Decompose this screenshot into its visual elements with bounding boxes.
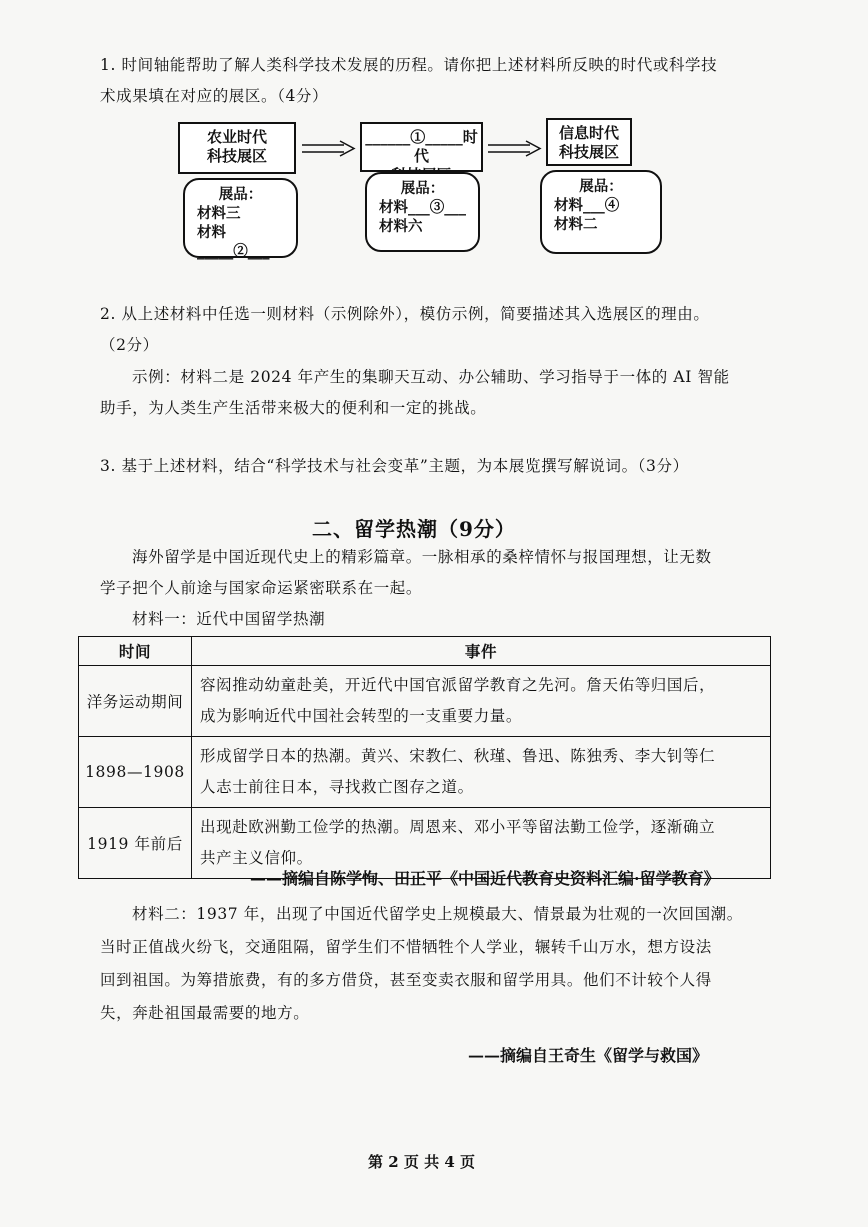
material2-line2: 当时正值战火纷飞，交通阻隔，留学生们不惜牺牲个人学业，辗转千山万水，想方设法 bbox=[100, 938, 712, 956]
hall-information bbox=[546, 118, 632, 166]
section-intro-line1: 海外留学是中国近现代史上的精彩篇章。一脉相承的桑梓情怀与报国理想，让无数 bbox=[132, 548, 712, 566]
table-header-event: 事件 bbox=[192, 637, 771, 666]
material2-line4: 失，奔赴祖国最需要的地方。 bbox=[100, 1004, 310, 1022]
exhibit-title: 展品： bbox=[400, 180, 445, 197]
table-cell-time: 1898—1908 bbox=[79, 737, 192, 808]
hall-title: 农业时代 bbox=[206, 128, 267, 146]
exhibit-box-2 bbox=[365, 172, 480, 252]
hall-title: 信息时代 bbox=[558, 124, 619, 142]
exhibit-item: 材料二 bbox=[554, 216, 598, 233]
event-line: 容闳推动幼童赴美，开近代中国官派留学教育之先河。詹天佑等归国后， bbox=[200, 676, 716, 694]
exhibit-title: 展品： bbox=[218, 186, 263, 203]
citation-2: ——摘编自王奇生《留学与救国》 bbox=[468, 1046, 709, 1065]
material2-line1: 材料二：1937 年，出现了中国近代留学史上规模最大、情景最为壮观的一次回国潮。 bbox=[132, 905, 743, 923]
event-line: 人志士前往日本，寻找救亡图存之道。 bbox=[200, 778, 474, 796]
material1-label: 材料一：近代中国留学热潮 bbox=[132, 610, 326, 628]
hall-blank-era bbox=[360, 122, 483, 172]
table-row bbox=[79, 737, 771, 808]
exhibit-item: 材料三 bbox=[197, 205, 241, 222]
table-header-row bbox=[79, 637, 771, 666]
event-line: 成为影响近代中国社会转型的一支重要力量。 bbox=[200, 707, 523, 725]
exhibit-box-3 bbox=[540, 170, 662, 254]
exhibit-item: 材料___④ bbox=[554, 197, 620, 214]
q1-line1: 1. 时间轴能帮助了解人类科学技术发展的历程。请你把上述材料所反映的时代或科学技 bbox=[100, 56, 718, 74]
section-title: 二、留学热潮（9分） bbox=[312, 517, 516, 541]
exhibit-box-1 bbox=[183, 178, 298, 258]
section-intro-line2: 学子把个人前途与国家命运紧密联系在一起。 bbox=[100, 579, 423, 597]
hall-subtitle: 科技展区 bbox=[206, 147, 267, 165]
hall-title: ______①_____时代 bbox=[365, 128, 478, 165]
event-line: 形成留学日本的热潮。黄兴、宋教仁、秋瑾、鲁迅、陈独秀、李大钊等仁 bbox=[200, 747, 716, 765]
material2-line3: 回到祖国。为筹措旅费，有的多方借贷，甚至变卖衣服和留学用具。他们不计较个人得 bbox=[100, 971, 712, 989]
event-line: 共产主义信仰。 bbox=[200, 849, 313, 867]
table-header-time: 时间 bbox=[79, 637, 192, 666]
study-abroad-table bbox=[78, 636, 771, 879]
table-row bbox=[79, 666, 771, 737]
q1-line2: 术成果填在对应的展区。（4分） bbox=[100, 87, 329, 105]
exhibit-item: 材料_____②___ bbox=[197, 224, 270, 260]
exhibit-item: 材料六 bbox=[379, 218, 423, 235]
citation-1: ——摘编自陈学恂、田正平《中国近代教育史资料汇编·留学教育》 bbox=[250, 869, 720, 888]
table-cell-event bbox=[192, 737, 771, 808]
hall-agricultural bbox=[178, 122, 296, 174]
q2-example-line2: 助手，为人类生产生活带来极大的便利和一定的挑战。 bbox=[100, 399, 487, 417]
q2-example-line1: 示例：材料二是 2024 年产生的集聊天互动、办公辅助、学习指导于一体的 AI 智能 bbox=[132, 368, 730, 386]
q3-line1: 3. 基于上述材料，结合“科学技术与社会变革”主题，为本展览撰写解说词。（3分） bbox=[100, 457, 689, 475]
table-cell-time: 1919 年前后 bbox=[79, 808, 192, 879]
page-number: 第 2 页 共 4 页 bbox=[368, 1153, 475, 1171]
table-cell-event bbox=[192, 666, 771, 737]
exhibit-title: 展品： bbox=[579, 178, 623, 195]
hall-subtitle: 科技展区 bbox=[558, 143, 619, 161]
exhibit-item: 材料___③___ bbox=[379, 199, 466, 216]
table-cell-time: 洋务运动期间 bbox=[79, 666, 192, 737]
arrow-icon bbox=[302, 140, 356, 158]
q2-line2: （2分） bbox=[100, 336, 159, 354]
arrow-icon bbox=[488, 140, 542, 158]
event-line: 出现赴欧洲勤工俭学的热潮。周恩来、邓小平等留法勤工俭学，逐渐确立 bbox=[200, 818, 716, 836]
q2-line1: 2. 从上述材料中任选一则材料（示例除外），模仿示例，简要描述其入选展区的理由。 bbox=[100, 305, 710, 323]
